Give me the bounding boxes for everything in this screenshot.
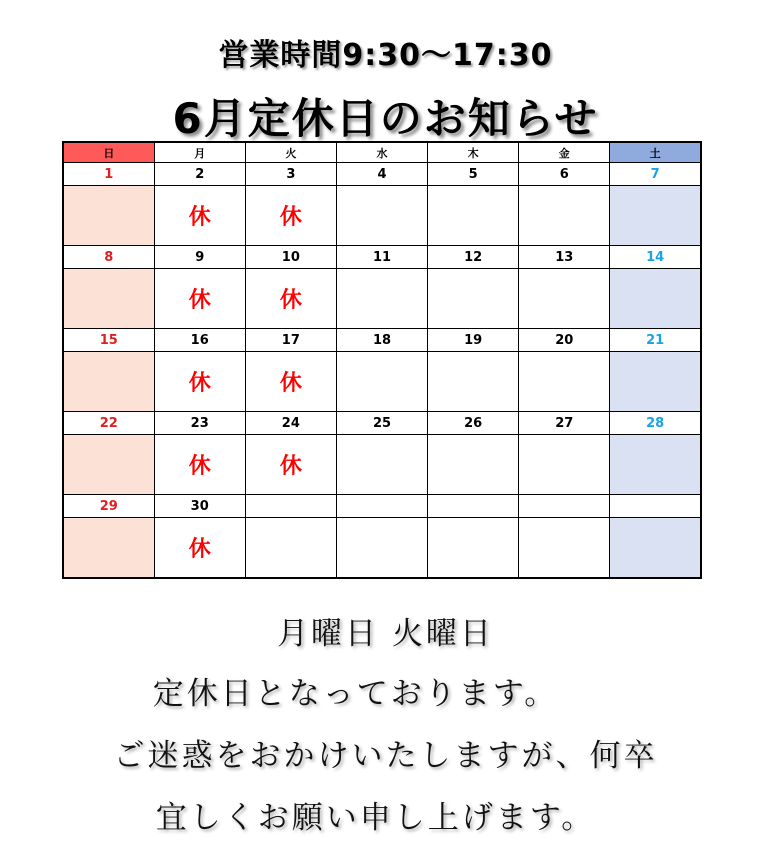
date-number: 26 — [428, 412, 519, 435]
holiday-mark: 休 — [279, 205, 302, 230]
message-line-1: 月曜日 火曜日 — [277, 616, 494, 652]
date-cell — [154, 435, 245, 495]
date-number: 6 — [519, 163, 610, 186]
holiday-mark: 休 — [188, 371, 211, 396]
date-number-row — [63, 495, 701, 518]
date-cell — [154, 518, 245, 579]
weekday-tue: 火 — [245, 142, 336, 163]
date-number: 21 — [610, 329, 701, 352]
date-cell — [63, 435, 154, 495]
date-cell — [610, 269, 701, 329]
date-cell — [336, 186, 427, 246]
date-cell — [63, 352, 154, 412]
weekday-fri: 金 — [519, 142, 610, 163]
date-cell — [245, 518, 336, 579]
date-cell — [336, 518, 427, 579]
date-cell — [519, 269, 610, 329]
date-number: 19 — [428, 329, 519, 352]
holiday-mark: 休 — [279, 454, 302, 479]
date-body-row — [63, 186, 701, 246]
business-hours: 営業時間9:30〜17:30 — [218, 38, 553, 73]
holiday-mark: 休 — [188, 537, 211, 562]
date-cell — [610, 186, 701, 246]
date-number: 24 — [245, 412, 336, 435]
date-number: 28 — [610, 412, 701, 435]
date-body-row — [63, 352, 701, 412]
weekday-thu: 木 — [428, 142, 519, 163]
date-number: 29 — [63, 495, 154, 518]
date-number: 9 — [154, 246, 245, 269]
date-cell — [63, 186, 154, 246]
date-number: 1 — [63, 163, 154, 186]
date-cell — [610, 352, 701, 412]
weekday-mon: 月 — [154, 142, 245, 163]
date-number: 11 — [336, 246, 427, 269]
date-number: 3 — [245, 163, 336, 186]
date-cell — [519, 352, 610, 412]
date-cell — [336, 269, 427, 329]
date-number: 20 — [519, 329, 610, 352]
weekday-sat: 土 — [610, 142, 701, 163]
date-cell — [428, 186, 519, 246]
date-cell — [154, 269, 245, 329]
date-cell — [336, 352, 427, 412]
date-number: 30 — [154, 495, 245, 518]
date-number: 25 — [336, 412, 427, 435]
date-body-row — [63, 435, 701, 495]
date-number — [428, 495, 519, 518]
date-number-row — [63, 412, 701, 435]
date-number: 8 — [63, 246, 154, 269]
date-number — [336, 495, 427, 518]
date-number: 23 — [154, 412, 245, 435]
weekday-wed: 水 — [336, 142, 427, 163]
date-body-row — [63, 269, 701, 329]
date-cell — [154, 186, 245, 246]
date-cell — [428, 518, 519, 579]
date-cell — [610, 518, 701, 579]
message-line-4: 宜しくお願い申し上げます。 — [155, 800, 596, 836]
date-number: 12 — [428, 246, 519, 269]
message-line-3: ご迷惑をおかけいたしますが、何卒 — [113, 738, 658, 774]
date-number: 14 — [610, 246, 701, 269]
calendar — [62, 141, 702, 579]
date-number: 13 — [519, 246, 610, 269]
date-number: 15 — [63, 329, 154, 352]
holiday-mark: 休 — [279, 288, 302, 313]
date-number: 4 — [336, 163, 427, 186]
holiday-mark: 休 — [188, 454, 211, 479]
date-number — [610, 495, 701, 518]
date-number: 22 — [63, 412, 154, 435]
date-cell — [610, 435, 701, 495]
date-body-row — [63, 518, 701, 579]
date-cell — [519, 435, 610, 495]
date-cell — [245, 186, 336, 246]
date-cell — [63, 518, 154, 579]
date-number: 16 — [154, 329, 245, 352]
date-number: 10 — [245, 246, 336, 269]
date-cell — [428, 269, 519, 329]
date-cell — [245, 435, 336, 495]
page-title: 6月定休日のお知らせ — [172, 94, 599, 143]
date-number — [245, 495, 336, 518]
date-cell — [245, 269, 336, 329]
date-number — [519, 495, 610, 518]
date-number: 17 — [245, 329, 336, 352]
holiday-mark: 休 — [188, 205, 211, 230]
date-cell — [154, 352, 245, 412]
weekday-sun: 日 — [63, 142, 154, 163]
date-cell — [428, 352, 519, 412]
date-cell — [63, 269, 154, 329]
date-cell — [519, 518, 610, 579]
date-number-row — [63, 329, 701, 352]
holiday-mark: 休 — [188, 288, 211, 313]
date-number: 2 — [154, 163, 245, 186]
date-number-row — [63, 246, 701, 269]
date-cell — [428, 435, 519, 495]
date-number: 5 — [428, 163, 519, 186]
date-number: 7 — [610, 163, 701, 186]
message-line-2: 定休日となっております。 — [152, 676, 559, 712]
date-cell — [519, 186, 610, 246]
holiday-mark: 休 — [279, 371, 302, 396]
date-cell — [245, 352, 336, 412]
date-number: 27 — [519, 412, 610, 435]
date-cell — [336, 435, 427, 495]
weekday-header-row — [63, 142, 701, 163]
date-number-row — [63, 163, 701, 186]
date-number: 18 — [336, 329, 427, 352]
